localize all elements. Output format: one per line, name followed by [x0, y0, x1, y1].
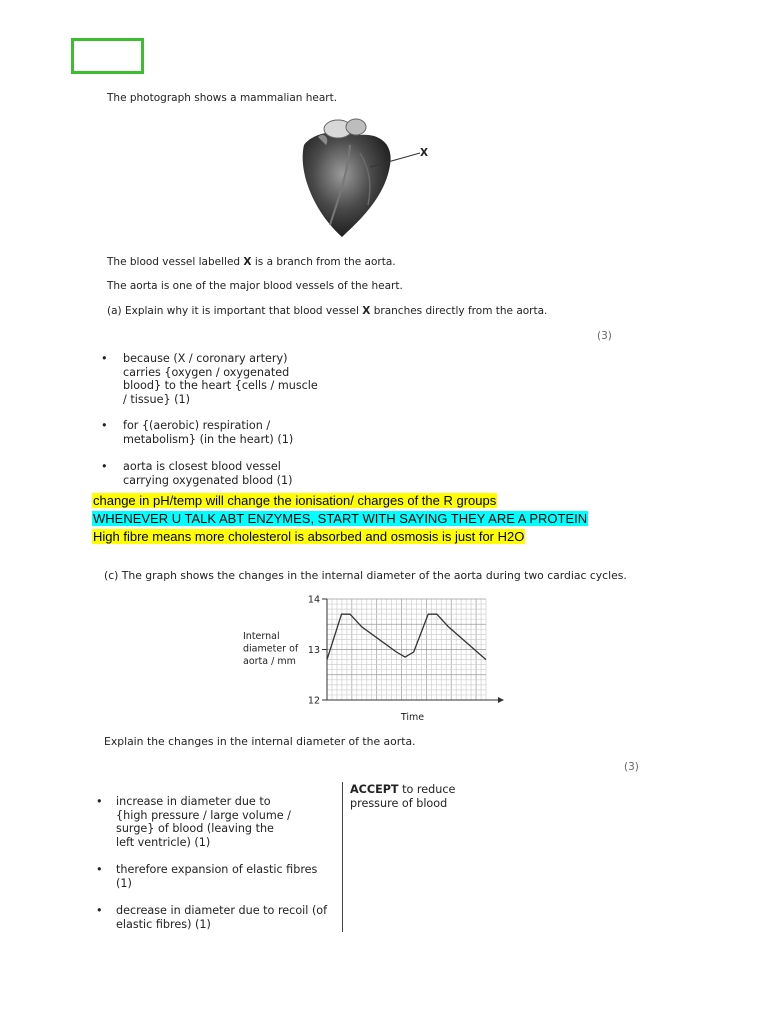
question-part-c: (c) The graph shows the changes in the internal diameter of the aorta during two cardiac cycles.	[104, 569, 627, 582]
x-axis-label: Time	[400, 712, 425, 723]
note-enzymes: WHENEVER U TALK ABT ENZYMES, START WITH SAYING THEY ARE A PROTEIN	[93, 511, 588, 526]
y-tick-label: 14	[307, 594, 320, 606]
heart-photograph	[290, 115, 450, 240]
question-line1: The blood vessel labelled X is a branch from the aorta.	[107, 256, 396, 268]
question-part-a: (a) Explain why it is important that blood vessel X branches directly from the aorta.	[107, 305, 548, 317]
y-axis-label: aorta / mm	[243, 656, 296, 667]
question-explain: Explain the changes in the internal diameter of the aorta.	[104, 735, 416, 748]
marks-c: (3)	[624, 761, 639, 773]
column-divider	[342, 782, 343, 932]
note-ph-temp: change in pH/temp will change the ionisation/ charges of the R groups	[93, 493, 497, 508]
question-intro: The photograph shows a mammalian heart.	[107, 92, 338, 104]
answer-a-3: • aorta is closest blood vessel carrying oxygenated blood (1)	[101, 460, 293, 487]
answer-a-2: • for {(aerobic) respiration / metabolism} (in the heart) (1)	[101, 419, 294, 446]
y-tick-label: 12	[307, 695, 320, 707]
note-fibre: High fibre means more cholesterol is absorbed and osmosis is just for H2O	[93, 529, 525, 544]
aorta-diameter-graph	[230, 590, 510, 730]
accept-note: ACCEPT to reduce pressure of blood	[350, 783, 456, 810]
answer-a-1: • because (X / coronary artery) carries {oxygen / oxygenated blood} to the heart {cells / muscle / tissue} (1)	[101, 352, 318, 406]
y-tick-label: 13	[307, 645, 320, 656]
answer-c-2: • therefore expansion of elastic fibres (1)	[96, 863, 318, 890]
green-box-marker	[71, 38, 144, 74]
label-x: X	[420, 147, 429, 159]
answer-c-1: • increase in diameter due to {high pressure / large volume / surge} of blood (leaving the left ventricle) (1)	[96, 795, 291, 849]
y-axis-label: Internal	[243, 631, 280, 642]
question-line2: The aorta is one of the major blood vessels of the heart.	[107, 280, 403, 292]
marks-a: (3)	[597, 330, 612, 342]
y-axis-label: diameter of	[243, 643, 299, 655]
answer-c-3: • decrease in diameter due to recoil (of elastic fibres) (1)	[96, 904, 328, 931]
x-axis-arrow	[498, 697, 504, 703]
